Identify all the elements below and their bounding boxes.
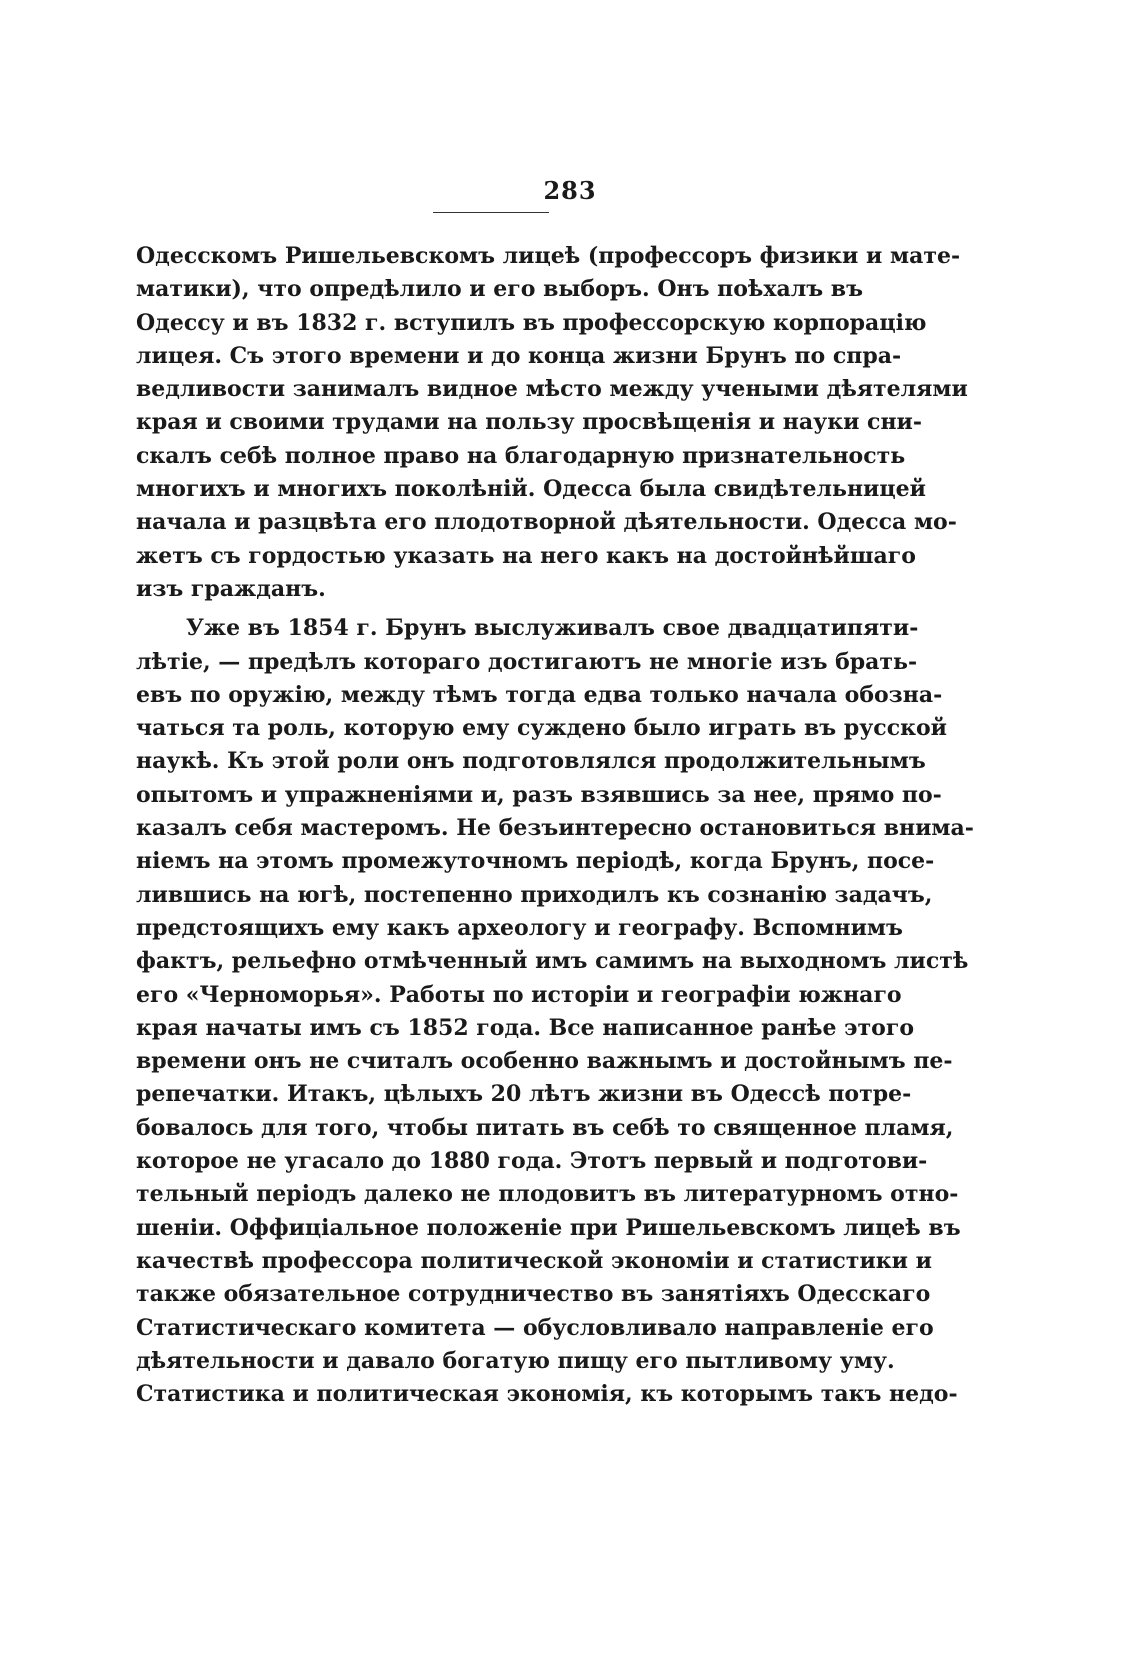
text-line: Одессу и въ 1832 г. вступилъ въ профессорскую корпорацію — [136, 309, 927, 336]
text-line: ніемъ на этомъ промежуточномъ періодѣ, когда Брунъ, посе- — [136, 848, 935, 875]
text-line: ведливости занималъ видное мѣсто между учеными дѣятелями — [136, 376, 968, 403]
text-line: матики), что опредѣлило и его выборъ. Онъ поѣхалъ въ — [136, 276, 863, 303]
text-line: лившись на югѣ, постепенно приходилъ къ сознанію задачъ, — [136, 881, 933, 908]
text-line: наукѣ. Къ этой роли онъ подготовлялся продолжительнымъ — [136, 748, 926, 775]
text-line: изъ гражданъ. — [136, 575, 326, 602]
text-line: предстоящихъ ему какъ археологу и географу. Вспомнимъ — [136, 914, 903, 941]
text-line: края и своими трудами на пользу просвѣщенія и науки сни- — [136, 409, 923, 436]
text-line: многихъ и многихъ поколѣній. Одесса была свидѣтельницей — [136, 476, 926, 503]
text-line: чаться та роль, которую ему суждено было играть въ русской — [136, 715, 947, 742]
text-line: бовалось для того, чтобы питать въ себѣ то священное пламя, — [136, 1114, 954, 1141]
text-line: опытомъ и упражненіями и, разъ взявшись за нее, прямо по- — [136, 781, 942, 808]
text-line: его «Черноморья». Работы по исторіи и географіи южнаго — [136, 981, 902, 1008]
text-line: Уже въ 1854 г. Брунъ выслуживалъ свое двадцатипяти- — [186, 615, 919, 642]
text-line: также обязательное сотрудничество въ занятіяхъ Одесскаго — [136, 1281, 931, 1308]
body-text — [136, 240, 974, 1411]
text-line: края начаты имъ съ 1852 года. Все написанное ранѣе этого — [136, 1014, 915, 1041]
page-number: 283 — [543, 176, 597, 205]
text-line: Статистическаго комитета — обусловливало направленіе его — [136, 1314, 934, 1341]
text-line: евъ по оружію, между тѣмъ тогда едва только начала обозна- — [136, 681, 943, 708]
text-line: которое не угасало до 1880 года. Этотъ первый и подготови- — [136, 1148, 928, 1175]
text-line: времени онъ не считалъ особенно важнымъ и достойнымъ пе- — [136, 1048, 953, 1075]
text-line: жетъ съ гордостью указать на него какъ на достойнѣйшаго — [136, 542, 916, 569]
text-line: репечатки. Итакъ, цѣлыхъ 20 лѣтъ жизни въ Одессѣ потре- — [136, 1081, 912, 1108]
text-line: казалъ себя мастеромъ. Не безъинтересно остановиться внима- — [136, 815, 974, 842]
text-line: начала и разцвѣта его плодотворной дѣятельности. Одесса мо- — [136, 509, 957, 536]
text-line: тельный періодъ далеко не плодовитъ въ литературномъ отно- — [136, 1181, 959, 1208]
text-line: дѣятельности и давало богатую пищу его пытливому уму. — [136, 1347, 895, 1374]
text-line: Одесскомъ Ришельевскомъ лицеѣ (профессоръ физики и мате- — [136, 243, 961, 269]
text-line: фактъ, рельефно отмѣченный имъ самимъ на выходномъ листѣ — [136, 948, 969, 975]
text-line: шеніи. Оффиціальное положеніе при Ришельевскомъ лицеѣ въ — [136, 1214, 961, 1241]
text-line: Статистика и политическая экономія, къ которымъ такъ недо- — [136, 1381, 958, 1408]
paragraph — [136, 240, 968, 606]
paragraph — [136, 612, 974, 1411]
text-line: качествѣ профессора политической экономіи и статистики и — [136, 1247, 932, 1274]
text-line: лѣтіе, — предѣлъ котораго достигаютъ не многіе изъ брать- — [136, 648, 918, 675]
text-line: скалъ себѣ полное право на благодарную признательность — [136, 442, 906, 469]
header-rule — [433, 212, 549, 213]
text-line: лицея. Съ этого времени и до конца жизни Брунъ по спра- — [136, 342, 902, 369]
